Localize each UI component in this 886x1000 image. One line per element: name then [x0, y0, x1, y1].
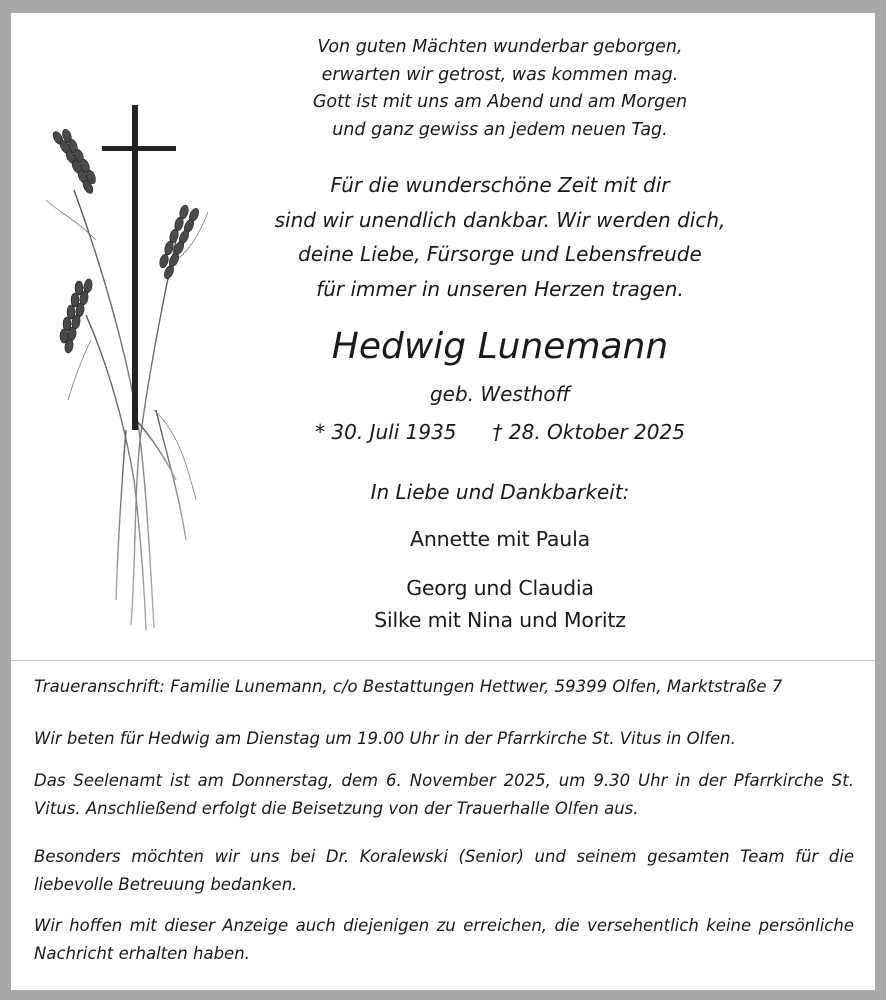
mourning-address: Traueranschrift: Familie Lunemann, c/o Bestattungen Hettwer, 59399 Olfen, Marktstraße 7	[34, 677, 783, 696]
family-member: Silke mit Nina und Moritz	[374, 608, 626, 632]
thanks-line: für immer in unseren Herzen tragen.	[316, 276, 684, 301]
thanks-line: deine Liebe, Fürsorge und Lebensfreude	[298, 242, 702, 266]
family-intro: In Liebe und Dankbarkeit:	[370, 480, 630, 504]
family-member: Georg und Claudia	[406, 576, 594, 600]
thanks-line: Für die wunderschöne Zeit mit dir	[330, 173, 670, 197]
life-dates	[230, 418, 770, 446]
poem-line: erwarten wir getrost, was kommen mag.	[321, 64, 679, 85]
divider	[11, 660, 875, 661]
family-group	[230, 572, 770, 636]
poem	[230, 34, 770, 144]
deceased-name: Hedwig Lunemann	[331, 326, 669, 367]
requiem-notice: Das Seelenamt ist am Donnerstag, dem 6. November 2025, um 9.30 Uhr in der Pfarrkirche St. Vitus. Anschließend erfolgt die Beisetzung von der Trauerhalle Olfen aus.	[34, 771, 854, 818]
cross-with-wheat-icon	[36, 100, 216, 635]
family-group	[230, 523, 770, 555]
poem-line: und ganz gewiss an jedem neuen Tag.	[332, 119, 668, 140]
maiden-name: geb. Westhoff	[429, 382, 571, 406]
thanks-line: sind wir unendlich dankbar. Wir werden dich,	[274, 207, 726, 232]
death-date: † 28. Oktober 2025	[492, 420, 685, 444]
family-member: Annette mit Paula	[410, 527, 590, 551]
birth-date: * 30. Juli 1935	[315, 420, 457, 444]
reach-notice: Wir hoffen mit dieser Anzeige auch diejenigen zu erreichen, die versehentlich keine persönliche Nachricht erhalten haben.	[34, 916, 854, 963]
poem-line: Von guten Mächten wunderbar geborgen,	[317, 37, 683, 57]
prayer-notice: Wir beten für Hedwig am Dienstag um 19.00 Uhr in der Pfarrkirche St. Vitus in Olfen.	[34, 729, 736, 748]
poem-line: Gott ist mit uns am Abend und am Morgen	[312, 92, 688, 112]
gratitude-notice: Besonders möchten wir uns bei Dr. Koralewski (Senior) und seinem gesamten Team für die liebevolle Betreuung bedanken.	[34, 847, 854, 894]
thanks-text	[230, 168, 770, 306]
